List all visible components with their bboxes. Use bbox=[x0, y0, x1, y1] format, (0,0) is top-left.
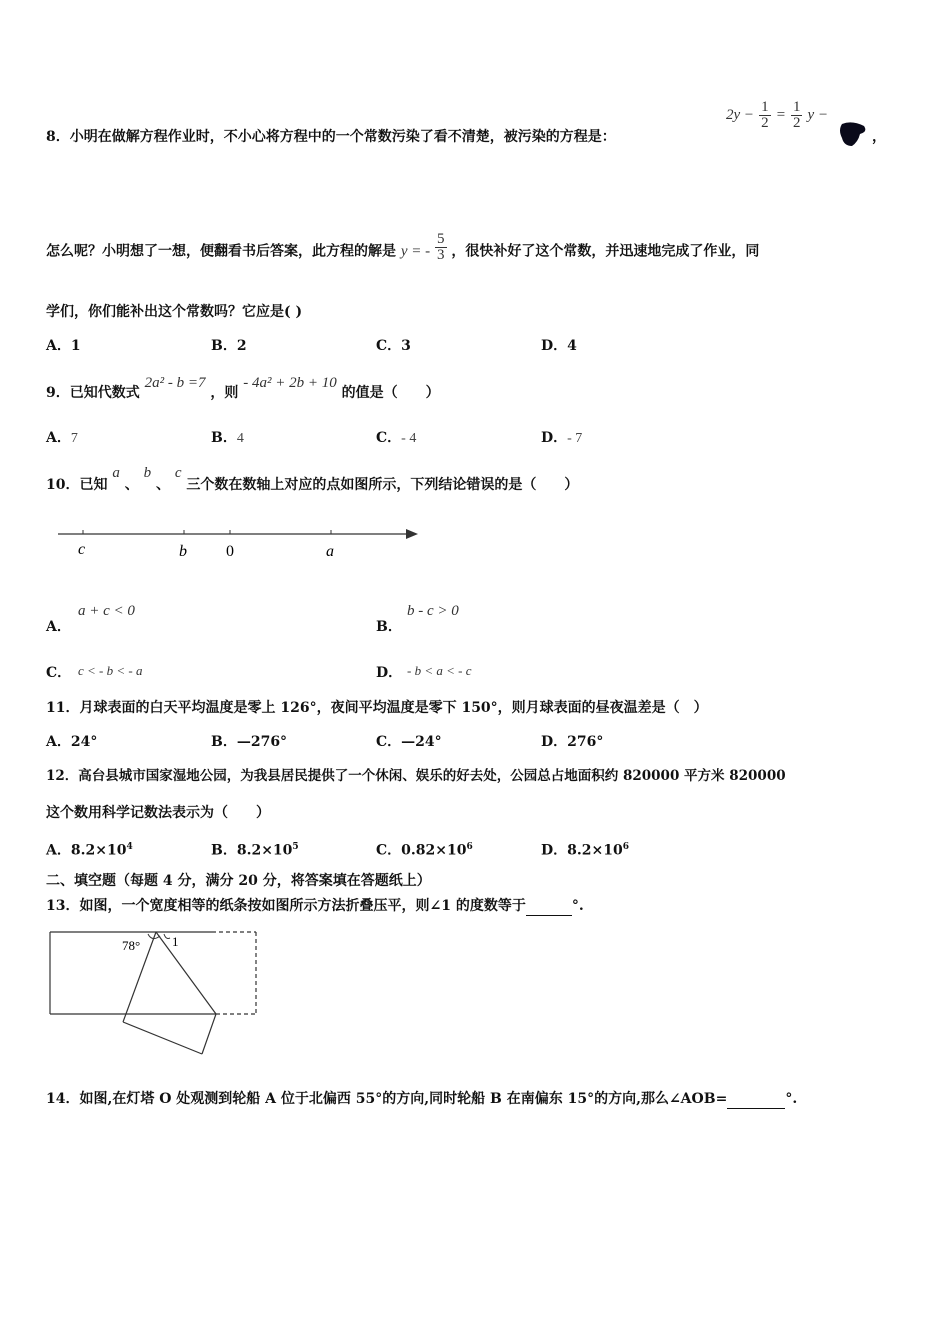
q12-option-b-label: B．8.2×10 bbox=[211, 842, 293, 859]
q14-text: 14．如图,在灯塔 O 处观测到轮船 A 位于北偏西 55°的方向,同时轮船 B 在南偏东 15°的方向,那么∠AOB= bbox=[46, 1091, 728, 1107]
number-line-figure bbox=[50, 520, 430, 565]
q8-text: 8．小明在做解方程作业时，不小心将方程中的一个常数污染了看不清楚，被污染的方程是： bbox=[46, 129, 616, 145]
q8-trail: ， bbox=[872, 129, 886, 145]
q12-option-d[interactable] bbox=[541, 838, 629, 860]
axis-label-zero: 0 bbox=[226, 543, 234, 560]
q12-option-c-label: C．0.82×10 bbox=[376, 842, 467, 859]
q8-option-b[interactable]: B．2 bbox=[211, 338, 247, 354]
q12-option-b-exp: 5 bbox=[292, 842, 299, 852]
section-title: 二、填空题（每题 4 分，满分 20 分，将答案填在答题纸上） bbox=[46, 873, 431, 889]
q9-option-c-label: C． bbox=[376, 430, 402, 446]
q13-post: °. bbox=[571, 898, 584, 914]
q14-answer-blank[interactable] bbox=[727, 1090, 785, 1109]
q8-line2-post: ，很快补好了这个常数，并迅速地完成了作业，同 bbox=[451, 243, 760, 260]
q8-line2-pre: 怎么呢？小明想了一想，便翻看书后答案，此方程的解是 bbox=[46, 243, 396, 260]
axis-label-a: a bbox=[326, 543, 334, 560]
q8-eq-right: y − bbox=[807, 107, 829, 123]
q8-sol-den: 3 bbox=[437, 247, 445, 263]
q10-option-b[interactable]: B． bbox=[376, 619, 402, 635]
q9-option-c-value: - 4 bbox=[401, 431, 417, 446]
q14-line bbox=[46, 1090, 797, 1109]
q10-line bbox=[46, 465, 579, 494]
q9-expr2: - 4a² + 2b + 10 bbox=[243, 375, 337, 391]
q10-sep2: 、 bbox=[155, 477, 170, 493]
q9-option-b-label: B． bbox=[211, 430, 237, 446]
q12-line1: 12．高台县城市国家湿地公园，为我县居民提供了一个休闲、娱乐的好去处，公园总占地面积约 820000 平方米 820000 bbox=[46, 768, 786, 784]
q8-frac1 bbox=[759, 100, 771, 131]
q10-post: 三个数在数轴上对应的点如图所示，下列结论错误的是（ ） bbox=[186, 477, 579, 493]
q12-option-a-label: A．8.2×10 bbox=[46, 842, 127, 859]
q8-sol-frac bbox=[435, 232, 447, 263]
q9-option-b-value: 4 bbox=[236, 431, 244, 446]
q8-option-c[interactable]: C．3 bbox=[376, 338, 411, 354]
folded-strip-figure bbox=[46, 926, 266, 1061]
q10-option-d[interactable]: D． bbox=[376, 665, 403, 681]
q12-option-d-exp: 6 bbox=[622, 842, 629, 852]
angle-78-label: 78° bbox=[122, 938, 141, 953]
q9-option-d-label: D． bbox=[541, 430, 568, 446]
q10-option-c-value: c < - b < - a bbox=[78, 663, 143, 678]
q9-expr1: 2a² - b =7 bbox=[144, 375, 206, 391]
q8-line2 bbox=[46, 231, 760, 263]
q10-var-c: c bbox=[174, 465, 182, 481]
q9-mid: ，则 bbox=[210, 385, 239, 401]
q10-option-c[interactable]: C． bbox=[46, 665, 72, 681]
q14-post: °. bbox=[785, 1091, 798, 1107]
axis-label-b: b bbox=[179, 543, 187, 560]
q9-line bbox=[46, 375, 440, 402]
q11-option-c[interactable]: C．—24° bbox=[376, 734, 442, 750]
q9-option-d[interactable] bbox=[541, 429, 582, 448]
axis-label-c: c bbox=[78, 541, 86, 558]
q8-equation bbox=[726, 100, 828, 131]
ink-stain-icon bbox=[838, 120, 868, 148]
q12-option-c-exp: 6 bbox=[466, 842, 473, 852]
q11-text: 11．月球表面的白天平均温度是零上 126°，夜间平均温度是零下 150°，则月球表面的昼夜温差是（ ） bbox=[46, 700, 708, 716]
q8-line3: 学们，你们能补出这个常数吗？它应是( ) bbox=[46, 304, 303, 320]
q10-pre: 10．已知 bbox=[46, 477, 108, 493]
q9-option-d-value: - 7 bbox=[567, 431, 583, 446]
q13-text: 13．如图，一个宽度相等的纸条按如图所示方法折叠压平，则∠1 的度数等于 bbox=[46, 898, 526, 914]
q8-eq-left: 2y − bbox=[726, 107, 755, 123]
q10-option-d-value: - b < a < - c bbox=[407, 663, 472, 678]
q8-frac2-num: 1 bbox=[792, 99, 801, 115]
q8-frac1-den: 2 bbox=[761, 115, 769, 131]
q9-option-a-label: A． bbox=[46, 430, 71, 446]
q13-answer-blank[interactable] bbox=[526, 897, 572, 916]
q12-line2: 这个数用科学记数法表示为（ ） bbox=[46, 805, 270, 821]
q13-line bbox=[46, 897, 584, 916]
q9-post: 的值是（ ） bbox=[341, 385, 440, 401]
q12-option-a[interactable] bbox=[46, 838, 133, 860]
q8-frac1-num: 1 bbox=[761, 99, 769, 115]
q12-option-a-exp: 4 bbox=[126, 842, 133, 852]
q10-option-b-value: b - c > 0 bbox=[407, 603, 459, 619]
q8-sol-lhs: y = - bbox=[400, 243, 431, 260]
q8-frac2-den: 2 bbox=[792, 115, 801, 131]
angle-1-label: 1 bbox=[172, 934, 179, 949]
q12-option-b[interactable] bbox=[211, 838, 299, 860]
q10-var-a: a bbox=[112, 465, 120, 481]
q12-option-d-label: D．8.2×10 bbox=[541, 842, 623, 859]
q11-option-a[interactable]: A．24° bbox=[46, 734, 98, 750]
q10-sep1: 、 bbox=[124, 477, 139, 493]
q9-pre: 9．已知代数式 bbox=[46, 385, 140, 401]
q9-option-c[interactable] bbox=[376, 429, 416, 448]
q8-eq-equals: = bbox=[775, 107, 786, 123]
q8-line1 bbox=[46, 128, 616, 146]
q10-option-a-value: a + c < 0 bbox=[78, 603, 135, 619]
q9-option-b[interactable] bbox=[211, 429, 244, 448]
q9-option-a-value: 7 bbox=[70, 431, 78, 446]
q9-option-a[interactable] bbox=[46, 429, 78, 448]
q8-sol-num: 5 bbox=[437, 231, 445, 247]
q11-option-d[interactable]: D．276° bbox=[541, 734, 604, 750]
q10-var-b: b bbox=[143, 465, 152, 481]
q11-option-b[interactable]: B．—276° bbox=[211, 734, 288, 750]
q8-option-a[interactable]: A．1 bbox=[46, 338, 81, 354]
q10-option-a[interactable]: A． bbox=[46, 619, 71, 635]
q12-option-c[interactable] bbox=[376, 838, 473, 860]
q8-frac2 bbox=[791, 100, 803, 131]
q8-option-d[interactable]: D．4 bbox=[541, 338, 577, 354]
